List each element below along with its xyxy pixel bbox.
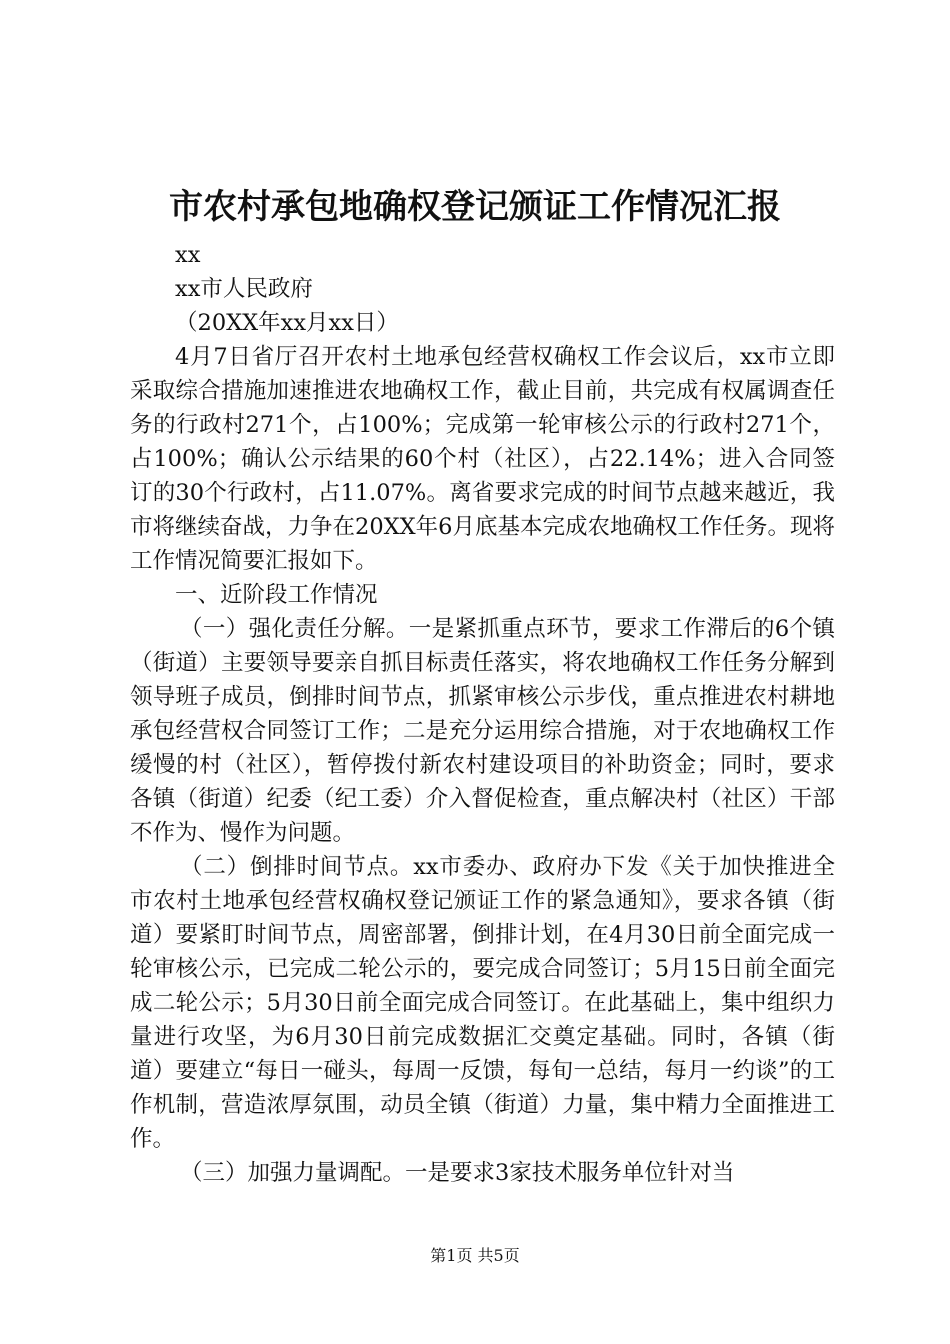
paragraph-section-3: （三）加强力量调配。一是要求3家技术服务单位针对当 [180, 1160, 735, 1186]
document-title: 市农村承包地确权登记颁证工作情况汇报 [169, 187, 781, 227]
paragraph-section-1: （一）强化责任分解。一是紧抓重点环节，要求工作滞后的6个镇（街道）主要领导要亲自抓目标责任落实，将农地确权工作任务分解到领导班子成员，倒排时间节点，抓紧审核公示步伐，重点推进农村耕地承包经营权合同签订工作；二是充分运用综合措施，对于农地确权工作缓慢的村（社区），暂停拨付新农村建设项目的补助资金；同时，要求各镇（街道）纪委（纪工委）介入督促检查，重点解决村（社区）干部不作为、慢作为问题。 [130, 616, 835, 846]
section-heading: 一、近阶段工作情况 [175, 582, 378, 608]
document-body [130, 238, 835, 1190]
date-line: （20XX年xx月xx日） [175, 310, 399, 336]
paragraph-intro: 4月7日省厅召开农村土地承包经营权确权工作会议后，xx市立即采取综合措施加速推进农地确权工作，截止目前，共完成有权属调查任务的行政村271个，占100%；完成第一轮审核公示的行政村271个，占100%；确认公示结果的60个村（社区），占22.14%；进入合同签订的30个行政村，占11.07%。离省要求完成的时间节点越来越近，我市将继续奋战，力争在20XX年6月底基本完成农地确权工作任务。现将工作情况简要汇报如下。 [130, 344, 835, 574]
author-line-2: xx市人民政府 [175, 276, 313, 302]
paragraph-section-2: （二）倒排时间节点。xx市委办、政府办下发《关于加快推进全市农村土地承包经营权确权登记颁证工作的紧急通知》，要求各镇（街道）要紧盯时间节点，周密部署，倒排计划，在4月30日前全面完成一轮审核公示，已完成二轮公示的，要完成合同签订；5月15日前全面完成二轮公示；5月30日前全面完成合同签订。在此基础上，集中组织力量进行攻坚，为6月30日前完成数据汇交奠定基础。同时，各镇（街道）要建立“每日一碰头，每周一反馈，每旬一总结，每月一约谈”的工作机制，营造浓厚氛围，动员全镇（街道）力量，集中精力全面推进工作。 [130, 854, 835, 1152]
author-line-1: xx [175, 242, 201, 268]
page-footer: 第1页 共5页 [430, 1246, 520, 1265]
